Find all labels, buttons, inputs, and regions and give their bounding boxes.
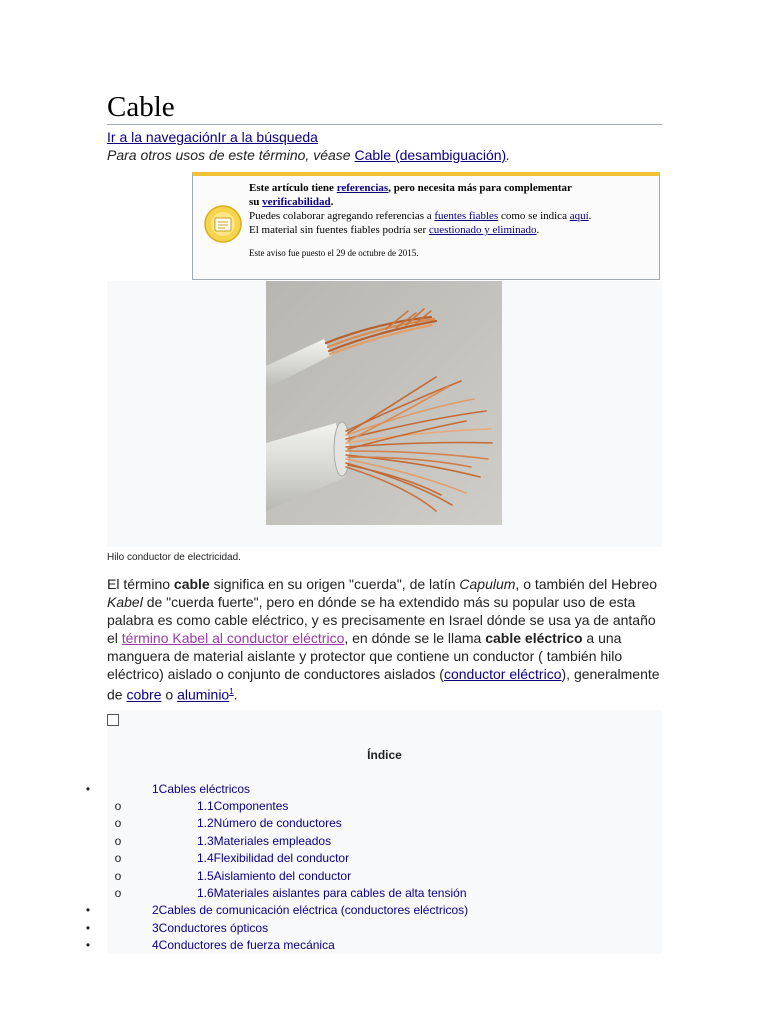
intro-text-9: . xyxy=(233,686,238,703)
notice-text-7: . xyxy=(588,210,592,222)
intro-text-5: , en dónde se le llama xyxy=(344,630,486,646)
notice-text-4: . xyxy=(330,196,334,208)
toc-item-label[interactable]: 1.5Aislamiento del conductor xyxy=(197,868,352,883)
notice-text-2: , pero necesita más para complementar xyxy=(388,182,572,194)
toc-item-label[interactable]: 1.2Número de conductores xyxy=(197,816,342,831)
toc-sub-bullet: o xyxy=(114,868,122,883)
questioned-removed-link[interactable]: cuestionado y eliminado xyxy=(428,224,537,236)
toc-bullet: • xyxy=(85,903,91,918)
intro-text-7: ), generalmente de xyxy=(107,666,660,703)
notice-text-3: su xyxy=(249,196,263,208)
toc-sub-bullet: o xyxy=(114,799,122,814)
intro-italic-1: Capulum xyxy=(459,576,516,592)
references-notice xyxy=(192,172,660,280)
toc-bullet: • xyxy=(85,920,91,935)
notice-text-9: . xyxy=(536,224,540,236)
toc-sub-bullet: o xyxy=(114,851,122,866)
intro-bold-1: cable xyxy=(173,576,210,592)
toc-sub-bullet: o xyxy=(114,886,122,901)
notice-text-6: como se indica xyxy=(498,210,570,222)
toc-item-label[interactable]: 1.1Componentes xyxy=(197,799,289,814)
conductor-electrico-link[interactable]: conductor eléctrico xyxy=(443,666,562,682)
here-link[interactable]: aquí xyxy=(569,210,589,222)
intro-italic-2: Kabel xyxy=(107,594,143,610)
notice-icon xyxy=(203,204,243,244)
figure-caption: Hilo conductor de electricidad. xyxy=(107,552,241,563)
intro-paragraph xyxy=(107,575,660,704)
notice-text-5: Puedes colaborar agregando referencias a xyxy=(249,210,435,222)
toc-sub-bullet: o xyxy=(114,816,122,831)
reference-1-link[interactable]: 1 xyxy=(229,687,234,696)
notice-date: Este aviso fue puesto el 29 de octubre de 2015. xyxy=(249,248,419,258)
verifiability-link[interactable]: verificabilidad xyxy=(262,196,331,208)
page-title: Cable xyxy=(107,90,662,125)
article xyxy=(85,90,662,954)
intro-text-8: o xyxy=(161,686,178,703)
toc-sub-bullet: o xyxy=(114,833,122,848)
notice-text-1: Este artículo tiene xyxy=(249,182,337,194)
toc-bullet: • xyxy=(85,781,91,796)
reliable-sources-link[interactable]: fuentes fiables xyxy=(434,210,499,222)
intro-text-4: de "cuerda fuerte", pero en dónde se ha extendido más su popular uso de esta palabra es como cable eléctrico, y es precisamente en Israel dónde se usa ya de antaño el xyxy=(107,594,656,646)
copper-wire-image[interactable] xyxy=(266,281,502,525)
aluminio-link[interactable]: aluminio xyxy=(177,686,230,703)
intro-text-2: significa en su origen "cuerda", de latín xyxy=(209,576,460,592)
intro-text-1: El término xyxy=(107,576,174,592)
table-of-contents xyxy=(85,710,662,954)
hatnote-suffix: . xyxy=(506,147,511,163)
toc-item-label[interactable]: 2Cables de comunicación eléctrica (conductores eléctricos) xyxy=(152,903,469,918)
toc-bullet: • xyxy=(85,938,91,953)
toc-item-label[interactable]: 4Conductores de fuerza mecánica xyxy=(152,938,335,953)
notice-text-8: El material sin fuentes fiables podría ser xyxy=(249,224,429,236)
cobre-link[interactable]: cobre xyxy=(126,686,162,703)
kabel-term-link[interactable]: término Kabel al conductor eléctrico xyxy=(121,630,345,646)
hatnote-prefix: Para otros usos de este término, véase xyxy=(107,147,355,163)
skip-links xyxy=(107,129,662,146)
toc-item-label[interactable]: 3Conductores ópticos xyxy=(152,920,269,935)
toc-item-label[interactable]: 1.4Flexibilidad del conductor xyxy=(197,851,350,866)
toc-title: Índice xyxy=(367,747,402,762)
toc-item-label[interactable]: 1.6Materiales aislantes para cables de alta tensión xyxy=(197,886,467,901)
references-link[interactable]: referencias xyxy=(336,182,389,194)
nav-search-link[interactable]: Ir a la navegaciónIr a la búsqueda xyxy=(107,129,318,145)
figure xyxy=(107,281,662,547)
hatnote xyxy=(107,146,662,164)
intro-bold-2: cable eléctrico xyxy=(485,630,583,646)
toc-toggle-checkbox[interactable] xyxy=(107,714,119,726)
toc-item-label[interactable]: 1Cables eléctricos xyxy=(152,781,251,796)
intro-text-3: , o también del Hebreo xyxy=(515,576,658,592)
intro-text-6: a una manguera de material aislante y protector que contiene un conductor ( también hilo eléctrico) aislado o conjunto de conductores aislados ( xyxy=(107,630,623,682)
notice-text xyxy=(249,181,654,260)
toc-item-label[interactable]: 1.3Materiales empleados xyxy=(197,833,332,848)
disambiguation-link[interactable]: Cable (desambiguación) xyxy=(354,147,507,163)
